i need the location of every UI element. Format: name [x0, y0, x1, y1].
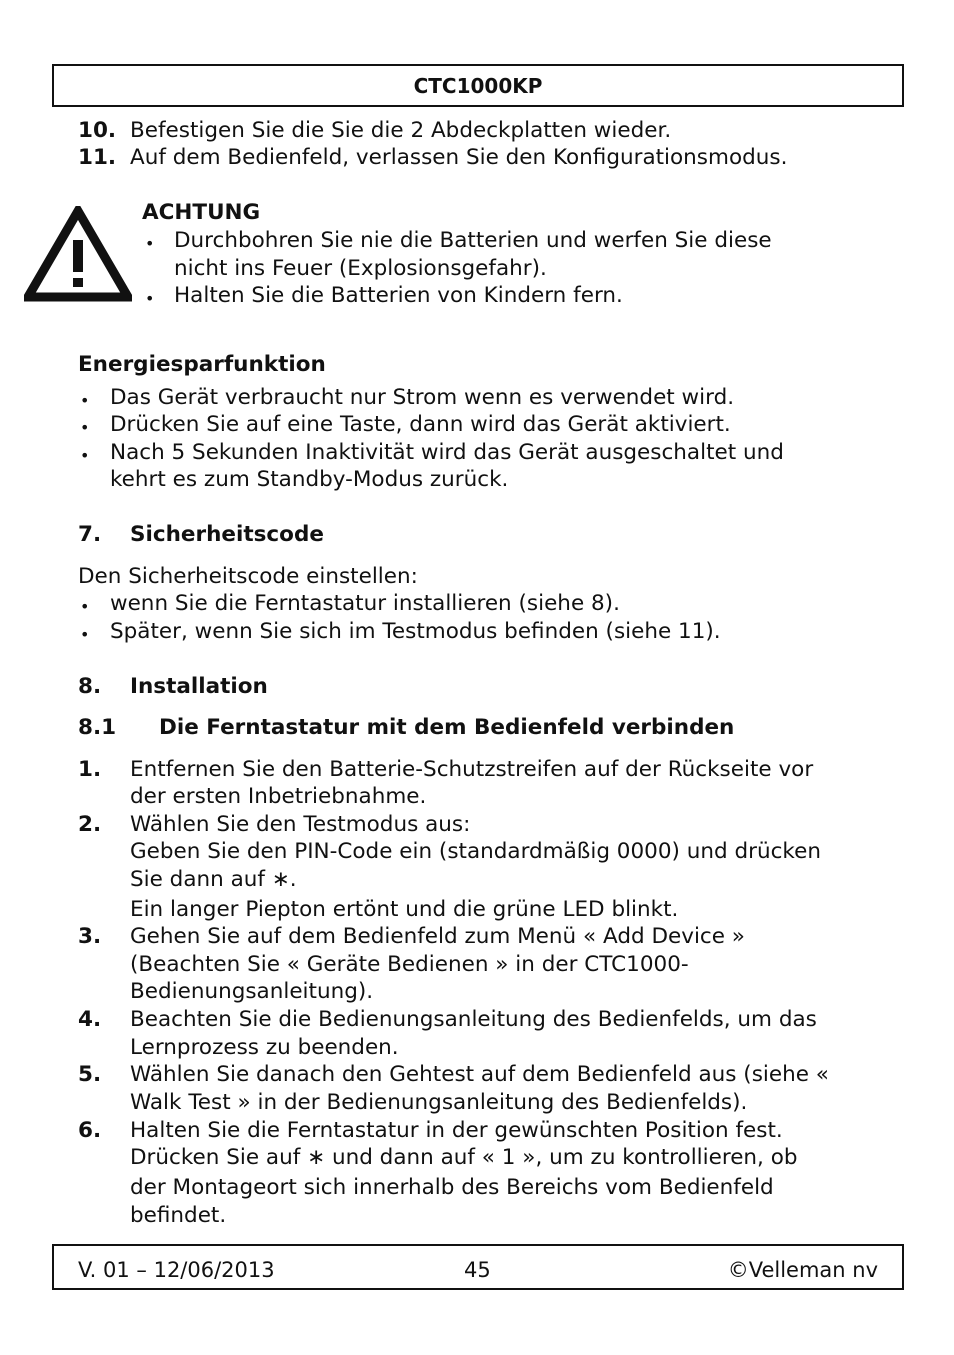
step-number: 5.	[78, 1062, 102, 1087]
step-number: 11.	[78, 145, 117, 170]
page-number: 45	[464, 1258, 491, 1282]
step-text: Gehen Sie auf dem Bedienfeld zum Menü « Add Device »	[130, 924, 745, 949]
step-text: Drücken Sie auf ∗ und dann auf « 1 », um zu kontrollieren, ob	[130, 1145, 798, 1170]
section-heading: Sicherheitscode	[130, 522, 324, 547]
step-number: 2.	[78, 812, 102, 837]
paragraph: Den Sicherheitscode einstellen:	[78, 564, 418, 589]
page-footer	[52, 1244, 904, 1290]
step-text: Walk Test » in der Bedienungsanleitung des Bedienfelds).	[130, 1090, 748, 1115]
step-text: Geben Sie den PIN-Code ein (standardmäßig 0000) und drücken	[130, 839, 821, 864]
copyright: ©Velleman nv	[727, 1258, 878, 1282]
bullet: •	[80, 391, 90, 410]
bullet: •	[80, 625, 90, 644]
warning-item: Durchbohren Sie nie die Batterien und werfen Sie diese	[174, 228, 772, 253]
warning-item: nicht ins Feuer (Explosionsgefahr).	[174, 256, 547, 281]
subsection-number: 8.1	[78, 715, 117, 740]
step-text: Wählen Sie danach den Gehtest auf dem Bedienfeld aus (siehe «	[130, 1062, 829, 1087]
warning-title: ACHTUNG	[142, 200, 261, 225]
step-text: Auf dem Bedienfeld, verlassen Sie den Konfigurationsmodus.	[130, 145, 788, 170]
bullet: •	[145, 289, 155, 308]
list-item: Das Gerät verbraucht nur Strom wenn es verwendet wird.	[110, 385, 735, 410]
step-text: der Montageort sich innerhalb des Bereichs vom Bedienfeld	[130, 1175, 774, 1200]
list-item: Drücken Sie auf eine Taste, dann wird das Gerät aktiviert.	[110, 412, 731, 437]
warning-triangle-icon	[24, 206, 132, 302]
step-text: Beachten Sie die Bedienungsanleitung des Bedienfelds, um das	[130, 1007, 817, 1032]
step-text: Bedienungsanleitung).	[130, 979, 374, 1004]
step-text: Ein langer Piepton ertönt und die grüne LED blinkt.	[130, 897, 679, 922]
step-number: 1.	[78, 757, 102, 782]
list-item: wenn Sie die Ferntastatur installieren (siehe 8).	[110, 591, 620, 616]
list-item: Nach 5 Sekunden Inaktivität wird das Gerät ausgeschaltet und	[110, 440, 784, 465]
step-text: Entfernen Sie den Batterie-Schutzstreifen auf der Rückseite vor	[130, 757, 814, 782]
step-number: 4.	[78, 1007, 102, 1032]
step-text: Sie dann auf ∗.	[130, 867, 297, 892]
step-text: Befestigen Sie die Sie die 2 Abdeckplatten wieder.	[130, 118, 672, 143]
section-number: 7.	[78, 522, 102, 547]
step-text: Lernprozess zu beenden.	[130, 1035, 399, 1060]
step-text: Wählen Sie den Testmodus aus:	[130, 812, 471, 837]
section-number: 8.	[78, 674, 102, 699]
step-number: 10.	[78, 118, 117, 143]
page-header	[52, 64, 904, 107]
step-text: (Beachten Sie « Geräte Bedienen » in der CTC1000-	[130, 952, 689, 977]
bullet: •	[80, 597, 90, 616]
document-title: CTC1000KP	[413, 74, 543, 98]
step-text: Halten Sie die Ferntastatur in der gewünschten Position fest.	[130, 1118, 783, 1143]
bullet: •	[145, 234, 155, 253]
bullet: •	[80, 418, 90, 437]
section-heading: Energiesparfunktion	[78, 352, 326, 377]
list-item: kehrt es zum Standby-Modus zurück.	[110, 467, 509, 492]
step-number: 6.	[78, 1118, 102, 1143]
step-number: 3.	[78, 924, 102, 949]
list-item: Später, wenn Sie sich im Testmodus befinden (siehe 11).	[110, 619, 721, 644]
version-date: V. 01 – 12/06/2013	[78, 1258, 275, 1282]
bullet: •	[80, 446, 90, 465]
section-heading: Installation	[130, 674, 268, 699]
subsection-heading: Die Ferntastatur mit dem Bedienfeld verbinden	[159, 715, 735, 740]
warning-item: Halten Sie die Batterien von Kindern fern.	[174, 283, 623, 308]
step-text: befindet.	[130, 1203, 227, 1228]
step-text: der ersten Inbetriebnahme.	[130, 784, 427, 809]
